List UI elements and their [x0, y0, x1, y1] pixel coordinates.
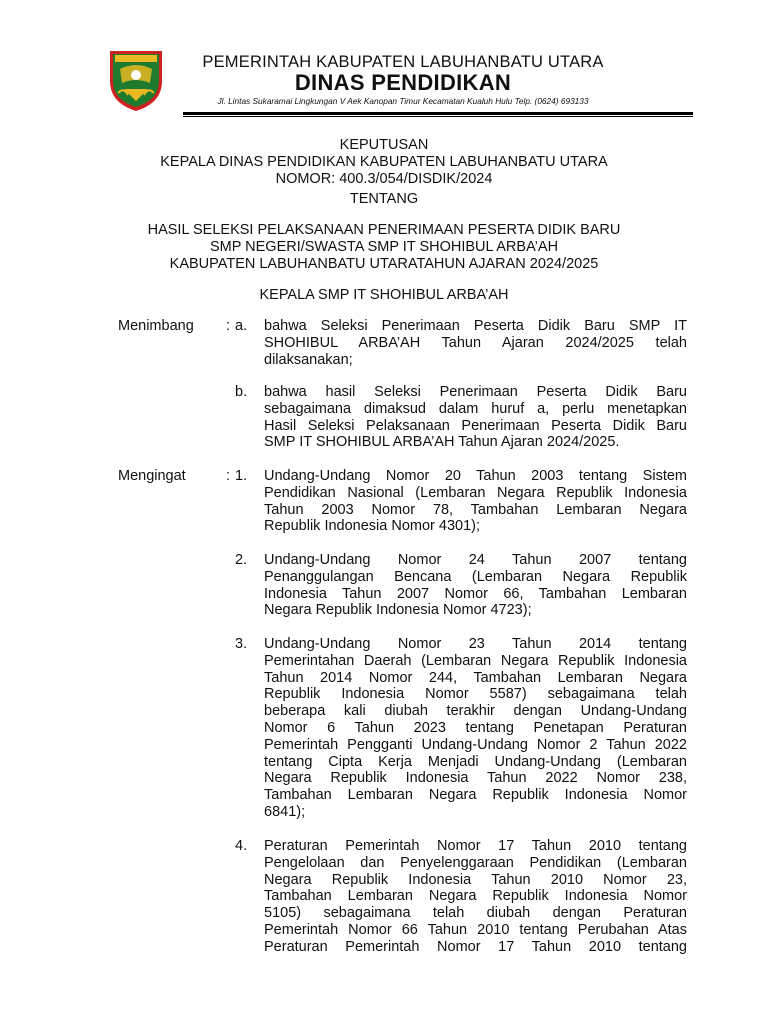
menimbang-item-marker: b.: [235, 384, 248, 400]
text-line: Tahun 2014 Nomor 244, Tambahan Lembaran Negara: [264, 669, 687, 686]
text-line: Pemerintahan Daerah (Lembaran Negara Republik Indonesia: [264, 652, 687, 669]
text-line: SHOHIBUL ARBA’AH Tahun Ajaran 2024/2025 telah: [264, 334, 687, 351]
text-line: Negara Republik Indonesia Nomor 4723);: [264, 602, 532, 619]
text-line: Penanggulangan Bencana (Lembaran Negara Republik: [264, 568, 687, 585]
mengingat-colon: :: [226, 468, 231, 484]
text-line: SMP IT SHOHIBUL ARBA’AH Tahun Ajaran 2024/2025.: [264, 434, 620, 451]
text-line: Negara Republik Indonesia Tahun 2022 Nomor 238,: [264, 770, 687, 787]
text-line: Pengelolaan dan Penyelenggaraan Pendidikan (Lembaran: [264, 854, 687, 871]
mengingat-item-marker: 3.: [235, 636, 248, 652]
text-line: Pemerintah Nomor 66 Tahun 2010 tentang Perubahan Atas: [264, 921, 687, 938]
mengingat-item-text: [264, 838, 687, 956]
text-line: dilaksanakan;: [264, 351, 353, 368]
text-line: Tambahan Lembaran Negara Republik Indonesia Nomor: [264, 787, 687, 804]
menimbang-item-text: [264, 318, 687, 368]
text-line: 5105) sebagaimana telah diubah dengan Peraturan: [264, 905, 687, 922]
text-line: Peraturan Pemerintah Nomor 17 Tahun 2010 tentang: [264, 938, 687, 955]
text-line: Hasil Seleksi Pelaksanaan Penerimaan Peserta Didik Baru: [264, 417, 687, 434]
letterhead-rule-thick: [183, 112, 693, 115]
text-line: Tambahan Lembaran Negara Republik Indonesia Nomor: [264, 888, 687, 905]
menimbang-colon: :: [226, 318, 231, 334]
text-line: Nomor 6 Tahun 2023 tentang Penetapan Peraturan: [264, 719, 687, 736]
text-line: Negara Republik Indonesia Tahun 2010 Nomor 23,: [264, 871, 687, 888]
text-line: Tahun 2003 Nomor 78, Tambahan Lembaran Negara: [264, 501, 687, 518]
text-line: Pendidikan Nasional (Lembaran Negara Republik Indonesia: [264, 484, 687, 501]
text-line: Indonesia Tahun 2007 Nomor 66, Tambahan Lembaran: [264, 585, 687, 602]
text-line: beberapa kali diubah terakhir dengan Undang-Undang: [264, 703, 687, 720]
letterhead-government: PEMERINTAH KABUPATEN LABUHANBATU UTARA: [202, 53, 604, 71]
mengingat-item-marker: 2.: [235, 552, 248, 568]
decree-issuer: KEPALA DINAS PENDIDIKAN KABUPATEN LABUHANBATU UTARA: [160, 154, 608, 170]
mengingat-item-text: [264, 468, 687, 535]
mengingat-item-marker: 4.: [235, 838, 248, 854]
text-line: Undang-Undang Nomor 20 Tahun 2003 tentang Sistem: [264, 468, 687, 484]
decree-number: NOMOR: 400.3/054/DISDIK/2024: [275, 171, 493, 187]
regency-coat-of-arms-logo: [106, 47, 166, 113]
decree-subject-line: HASIL SELEKSI PELAKSANAAN PENERIMAAN PESERTA DIDIK BARU: [147, 222, 621, 238]
letterhead-rule-thin: [183, 116, 693, 117]
text-line: Republik Indonesia Nomor 4301);: [264, 518, 481, 535]
text-line: bahwa hasil Seleksi Penerimaan Peserta Didik Baru: [264, 384, 687, 400]
menimbang-item-text: [264, 384, 687, 451]
decree-type: KEPUTUSAN: [339, 137, 429, 153]
mengingat-label: Mengingat: [118, 468, 186, 484]
text-line: sebagaimana dimaksud dalam huruf a, perlu menetapkan: [264, 400, 687, 417]
menimbang-item-marker: a.: [235, 318, 248, 334]
decree-signatory: KEPALA SMP IT SHOHIBUL ARBA’AH: [259, 287, 509, 303]
letterhead-address: Jl. Lintas Sukaramai Lingkungan V Aek Kanopan Timur Kecamatan Kualuh Hulu Telp. (0624) 693133: [217, 96, 589, 106]
menimbang-label: Menimbang: [118, 318, 194, 334]
mengingat-item-text: [264, 636, 687, 821]
text-line: bahwa Seleksi Penerimaan Peserta Didik Baru SMP IT: [264, 318, 687, 334]
text-line: 6841);: [264, 803, 306, 820]
decree-subject-line: KABUPATEN LABUHANBATU UTARATAHUN AJARAN 2024/2025: [169, 256, 599, 272]
text-line: Undang-Undang Nomor 24 Tahun 2007 tentang: [264, 552, 687, 568]
decree-subject-line: SMP NEGERI/SWASTA SMP IT SHOHIBUL ARBA’AH: [209, 239, 559, 255]
mengingat-item-text: [264, 552, 687, 619]
mengingat-item-marker: 1.: [235, 468, 248, 484]
letterhead-agency: DINAS PENDIDIKAN: [294, 70, 512, 95]
text-line: Pemerintah Pengganti Undang-Undang Nomor 2 Tahun 2022: [264, 736, 687, 753]
text-line: tentang Cipta Kerja Menjadi Undang-Undang (Lembaran: [264, 753, 687, 770]
decree-about: TENTANG: [349, 191, 419, 207]
text-line: Peraturan Pemerintah Nomor 17 Tahun 2010 tentang: [264, 838, 687, 854]
text-line: Republik Indonesia Nomor 5587) sebagaimana telah: [264, 686, 687, 703]
text-line: Undang-Undang Nomor 23 Tahun 2014 tentang: [264, 636, 687, 652]
